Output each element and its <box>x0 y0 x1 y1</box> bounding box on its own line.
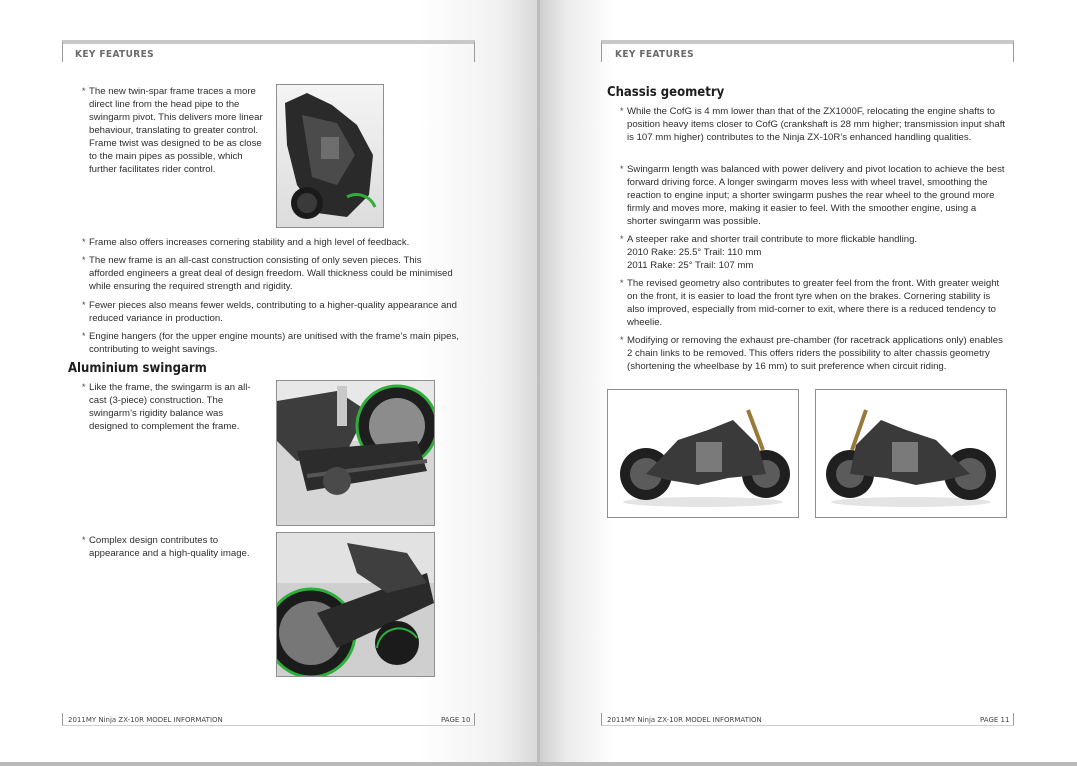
rake-2011: 2011 Rake: 25° Trail: 107 mm <box>627 260 754 271</box>
bullet-marker: * <box>620 164 624 174</box>
bullet-marker: * <box>82 331 86 341</box>
section-heading: Chassis geometry <box>607 85 725 100</box>
bullet-text: Modifying or removing the exhaust pre-chamber (for racetrack applications only) enables 2 chain links to be removed. This offers riders the possibility to alter chassis geometry (shortening the wheelbase by 16 mm) to suit preference when circuit riding. <box>627 335 1003 372</box>
page-number: PAGE 11 <box>980 716 1010 724</box>
section-heading: Aluminium swingarm <box>68 361 207 376</box>
swingarm-detail-photo <box>276 532 435 677</box>
bullet-text: The new twin-spar frame traces a more direct line from the head pipe to the swingarm pivot. This delivers more linear behaviour, translating to greater control. Frame twist was designed to be as close to the main pipes as possible, which further facilitates rider control. <box>89 86 263 175</box>
chassis-left-photo <box>607 389 799 518</box>
bullet-item <box>620 233 1007 246</box>
bullet-item <box>620 334 1007 373</box>
bullet-item <box>620 277 1007 329</box>
bullet-item <box>82 330 459 356</box>
chassis-right-photo <box>815 389 1007 518</box>
rake-2010: 2010 Rake: 25.5° Trail: 110 mm <box>627 247 762 258</box>
bullet-item <box>620 105 1007 144</box>
swingarm-photo <box>276 380 435 526</box>
bullet-text: Like the frame, the swingarm is an all-cast (3-piece) construction. The swingarm’s rigidity balance was designed to complement the frame. <box>89 382 251 432</box>
footer-title: 2011MY Ninja ZX-10R MODEL INFORMATION <box>68 716 223 724</box>
bullet-text: Swingarm length was balanced with power delivery and pivot location to achieve the best forward driving force. A longer swingarm moves less with wheel travel, smoothing the reaction to engine input; a shorter swingarm pushes the rear wheel to the ground more firmly and moves more, making it easier to feel. With the smoother engine, using a shorter swingarm was possible. <box>627 164 1005 227</box>
bullet-marker: * <box>82 86 86 96</box>
bullet-item <box>620 163 1007 228</box>
bullet-text: While the CofG is 4 mm lower than that of the ZX1000F, relocating the engine shafts to position heavy items closer to CofG (crankshaft is 28 mm higher; transmission input shaft is 107 mm higher) contributes to the Ninja ZX-10R’s enhanced handling qualities. <box>627 106 1006 143</box>
page-bottom-edge <box>0 762 1077 766</box>
bullet-marker: * <box>620 278 624 288</box>
bullet-text: Engine hangers (for the upper engine mounts) are unitised with the frame’s main pipes, contributing to weight savings. <box>89 331 459 355</box>
bullet-item <box>82 254 459 293</box>
bullet-text: Frame also offers increases cornering stability and a high level of feedback. <box>89 237 410 248</box>
bullet-marker: * <box>620 234 624 244</box>
bullet-marker: * <box>620 335 624 345</box>
bullet-marker: * <box>82 300 86 310</box>
bullet-marker: * <box>82 382 86 392</box>
page-number: PAGE 10 <box>441 716 471 724</box>
frame-photo <box>276 84 384 228</box>
bullet-marker: * <box>620 106 624 116</box>
bullet-marker: * <box>82 535 86 545</box>
page-11 <box>540 0 1077 762</box>
bullet-marker: * <box>82 237 86 247</box>
bullet-text: Fewer pieces also means fewer welds, contributing to a higher-quality appearance and reduced variance in production. <box>89 300 457 324</box>
bullet-text: A steeper rake and shorter trail contribute to more flickable handling. <box>627 234 918 245</box>
bullet-text: The revised geometry also contributes to greater feel from the front. With greater weight on the front, it is easier to load the front tyre when on the brakes. Cornering stability is also improved, especially from mid-corner to exit, where there is a reduced tendency to wheelie. <box>627 278 1000 328</box>
bullet-item <box>82 236 469 249</box>
bullet-item <box>82 299 459 325</box>
bullet-item <box>82 534 259 560</box>
footer-title: 2011MY Ninja ZX-10R MODEL INFORMATION <box>607 716 762 724</box>
page-header: KEY FEATURES <box>615 49 695 60</box>
bullet-text: Complex design contributes to appearance and a high-quality image. <box>89 535 250 559</box>
bullet-item <box>82 85 269 176</box>
page-header: KEY FEATURES <box>75 49 155 60</box>
bullet-item <box>82 381 253 433</box>
bullet-marker: * <box>82 255 86 265</box>
bullet-text: The new frame is an all-cast construction consisting of only seven pieces. This afforded engineers a great deal of design freedom. Wall thickness could be minimised while ensuring the required strength and rigidity. <box>89 255 453 292</box>
page-10 <box>0 0 537 762</box>
